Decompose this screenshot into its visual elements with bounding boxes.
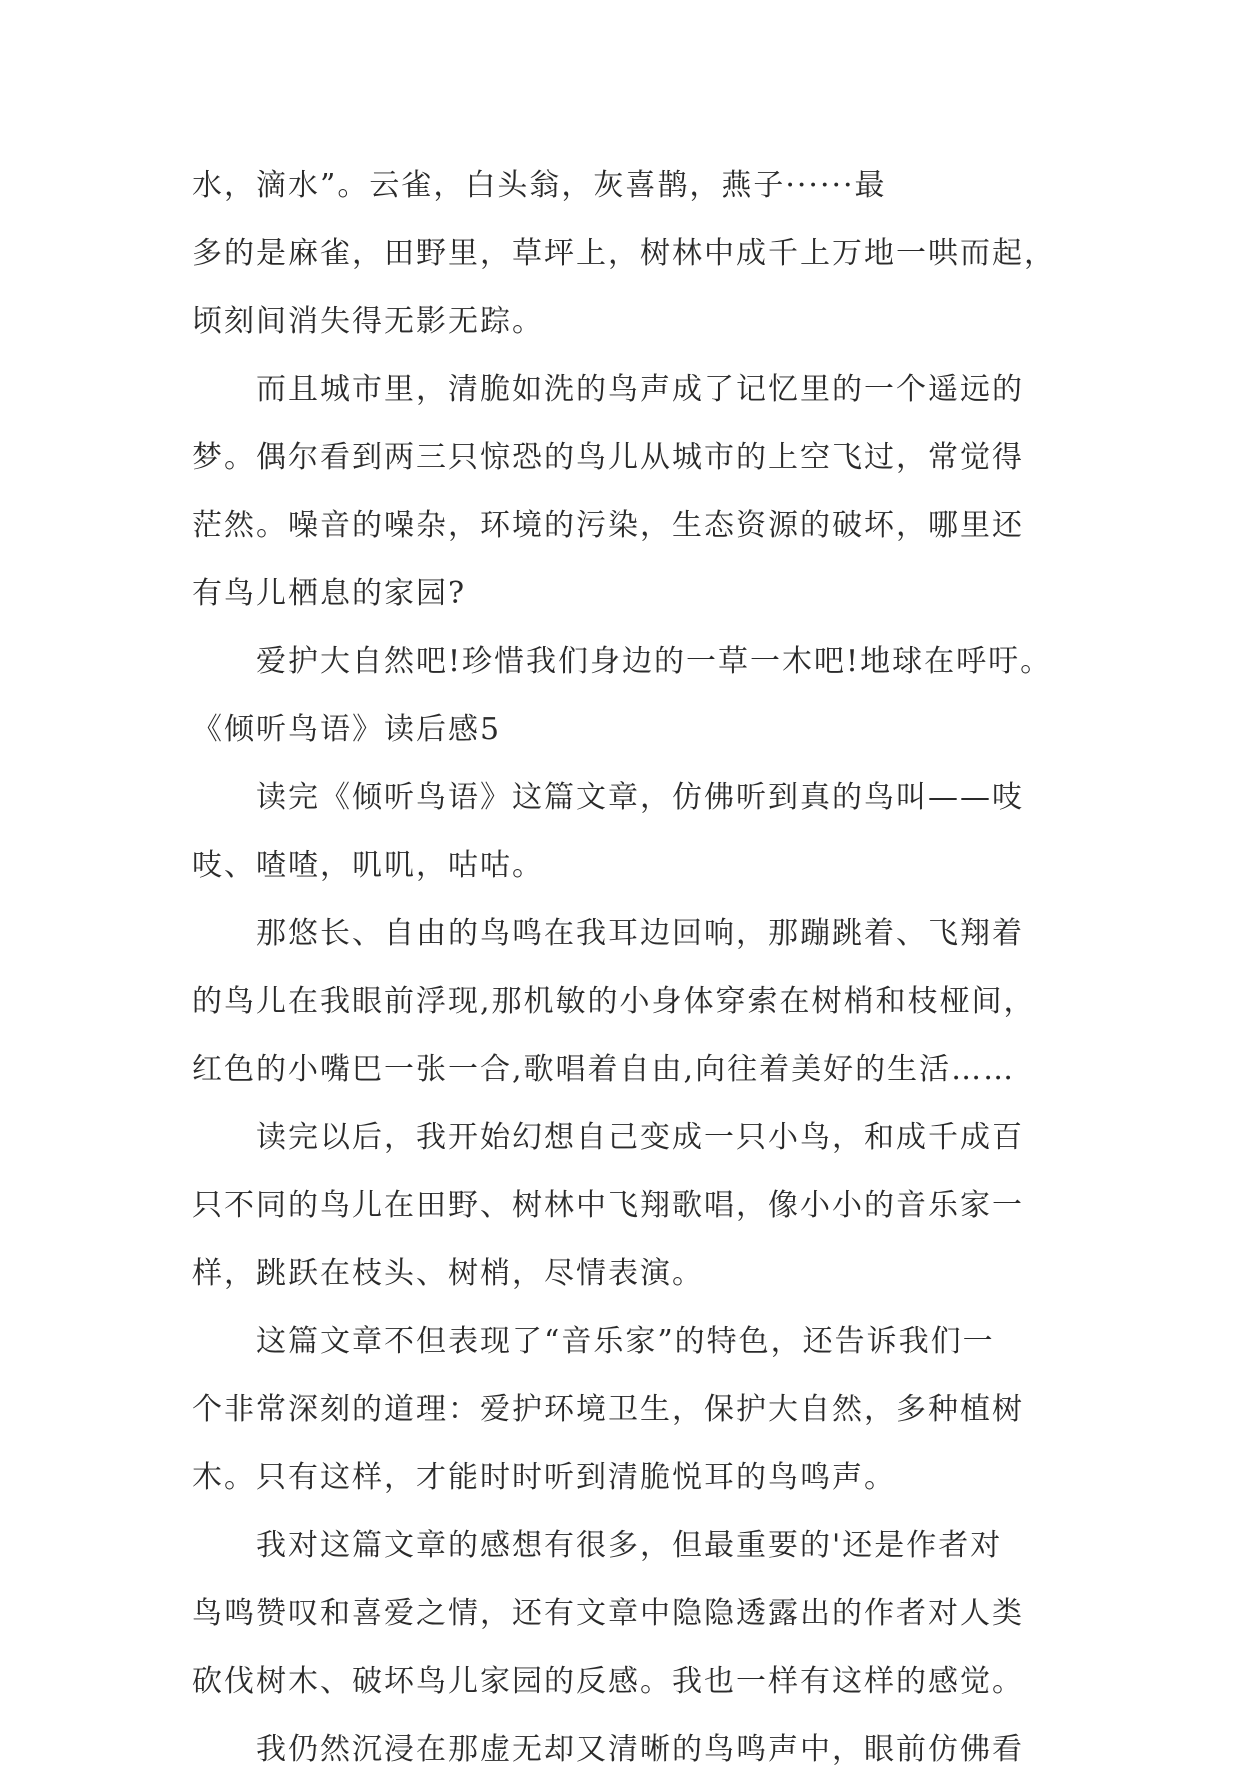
paragraph-first-line: 这篇文章不但表现了“音乐家”的特色，还告诉我们一 bbox=[256, 1324, 995, 1359]
text-line: 梦。偶尔看到两三只惊恐的鸟儿从城市的上空飞过，常觉得 bbox=[192, 440, 1024, 475]
text-line: 个非常深刻的道理：爱护环境卫生，保护大自然，多种植树 bbox=[192, 1392, 1024, 1427]
text-line: 木。只有这样，才能时时听到清脆悦耳的鸟鸣声。 bbox=[192, 1460, 896, 1495]
paragraph-first-line: 而且城市里，清脆如洗的鸟声成了记忆里的一个遥远的 bbox=[256, 372, 1024, 407]
paragraph-first-line: 爱护大自然吧!珍惜我们身边的一草一木吧!地球在呼吁。 bbox=[256, 644, 1053, 679]
section-heading: 《倾听鸟语》读后感5 bbox=[192, 712, 502, 747]
text-line: 茫然。噪音的噪杂，环境的污染，生态资源的破坏，哪里还 bbox=[192, 508, 1024, 543]
paragraph-first-line: 我仍然沉浸在那虚无却又清晰的鸟鸣声中，眼前仿佛看 bbox=[256, 1732, 1024, 1767]
text-line: 的鸟儿在我眼前浮现,那机敏的小身体穿索在树梢和枝桠间， bbox=[192, 984, 1036, 1019]
document-body bbox=[192, 156, 1072, 1788]
text-line: 砍伐树木、破坏鸟儿家园的反感。我也一样有这样的感觉。 bbox=[192, 1664, 1024, 1699]
paragraph-first-line: 读完《倾听鸟语》这篇文章，仿佛听到真的鸟叫——吱 bbox=[256, 780, 1024, 815]
text-line: 顷刻间消失得无影无踪。 bbox=[192, 304, 544, 339]
text-line: 水，滴水”。云雀，白头翁，灰喜鹊，燕子······最 bbox=[192, 168, 887, 203]
text-line: 鸟鸣赞叹和喜爱之情，还有文章中隐隐透露出的作者对人类 bbox=[192, 1596, 1024, 1631]
paragraph-first-line: 我对这篇文章的感想有很多，但最重要的'还是作者对 bbox=[256, 1528, 1003, 1563]
text-line: 有鸟儿栖息的家园? bbox=[192, 576, 467, 611]
text-line: 吱、喳喳，叽叽，咕咕。 bbox=[192, 848, 544, 883]
text-line: 只不同的鸟儿在田野、树林中飞翔歌唱，像小小的音乐家一 bbox=[192, 1188, 1024, 1223]
text-line: 红色的小嘴巴一张一合,歌唱着自由,向往着美好的生活…… bbox=[192, 1052, 1016, 1087]
paragraph-first-line: 那悠长、自由的鸟鸣在我耳边回响，那蹦跳着、飞翔着 bbox=[256, 916, 1024, 951]
paragraph-first-line: 读完以后，我开始幻想自己变成一只小鸟，和成千成百 bbox=[256, 1120, 1024, 1155]
text-line: 样，跳跃在枝头、树梢，尽情表演。 bbox=[192, 1256, 704, 1291]
text-line: 多的是麻雀，田野里，草坪上，树林中成千上万地一哄而起， bbox=[192, 236, 1056, 271]
